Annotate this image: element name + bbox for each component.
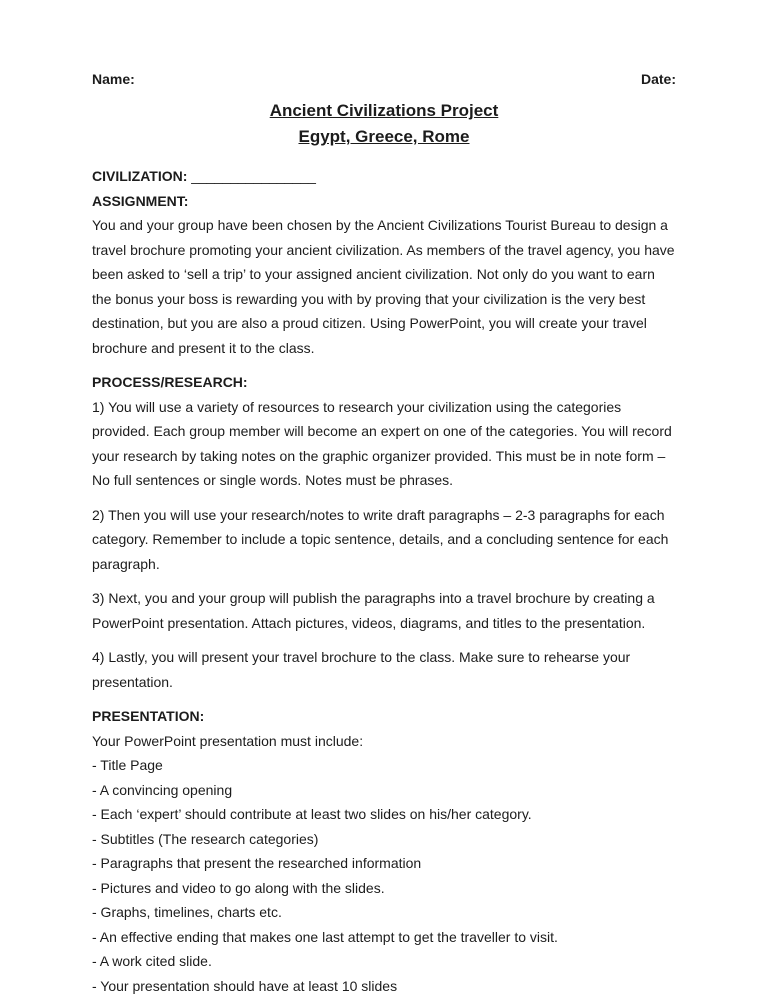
name-date-row: [92, 70, 676, 88]
presentation-item-5: - Paragraphs that present the researched information: [92, 851, 676, 876]
presentation-item-7: - Graphs, timelines, charts etc.: [92, 900, 676, 925]
section-heading-process: PROCESS/RESEARCH:: [92, 370, 676, 395]
section-heading-presentation: PRESENTATION:: [92, 704, 676, 729]
process-step-2: 2) Then you will use your research/notes to write draft paragraphs – 2-3 paragraphs for each category. Remember to include a topic sentence, details, and a concluding sentence for each paragraph.: [92, 503, 676, 577]
date-label: Date:: [641, 70, 676, 88]
presentation-item-3: - Each ‘expert’ should contribute at least two slides on his/her category.: [92, 802, 676, 827]
presentation-item-10: - Your presentation should have at least 10 slides: [92, 974, 676, 998]
civilization-blank: ________________: [191, 168, 316, 184]
presentation-item-4: - Subtitles (The research categories): [92, 827, 676, 852]
assignment-paragraph: You and your group have been chosen by the Ancient Civilizations Tourist Bureau to design a travel brochure promoting your ancient civilization. As members of the travel agency, you have been asked to ‘sell a trip’ to your assigned ancient civilization. Not only do you want to earn the bonus your boss is rewarding you with by proving that your civilization is the very best destination, but you are also a proud citizen. Using PowerPoint, you will create your travel brochure and present it to the class.: [92, 213, 676, 360]
section-heading-assignment: ASSIGNMENT:: [92, 189, 676, 214]
presentation-intro: Your PowerPoint presentation must include:: [92, 729, 676, 754]
process-step-1: 1) You will use a variety of resources to research your civilization using the categories provided. Each group member will become an expert on one of the categories. You will record your research by taking notes on the graphic organizer provided. This must be in note form – No full sentences or single words. Notes must be phrases.: [92, 395, 676, 493]
title-block: [92, 98, 676, 150]
presentation-item-2: - A convincing opening: [92, 778, 676, 803]
presentation-item-6: - Pictures and video to go along with the slides.: [92, 876, 676, 901]
process-step-4: 4) Lastly, you will present your travel brochure to the class. Make sure to rehearse your presentation.: [92, 645, 676, 694]
presentation-item-8: - An effective ending that makes one last attempt to get the traveller to visit.: [92, 925, 676, 950]
presentation-item-1: - Title Page: [92, 753, 676, 778]
process-step-3: 3) Next, you and your group will publish the paragraphs into a travel brochure by creating a PowerPoint presentation. Attach pictures, videos, diagrams, and titles to the presentation.: [92, 586, 676, 635]
document-subtitle: Egypt, Greece, Rome: [92, 124, 676, 150]
name-label: Name:: [92, 70, 135, 88]
civilization-label: CIVILIZATION:: [92, 168, 187, 184]
civilization-line: [92, 164, 676, 189]
document-title: Ancient Civilizations Project: [92, 98, 676, 124]
presentation-item-9: - A work cited slide.: [92, 949, 676, 974]
